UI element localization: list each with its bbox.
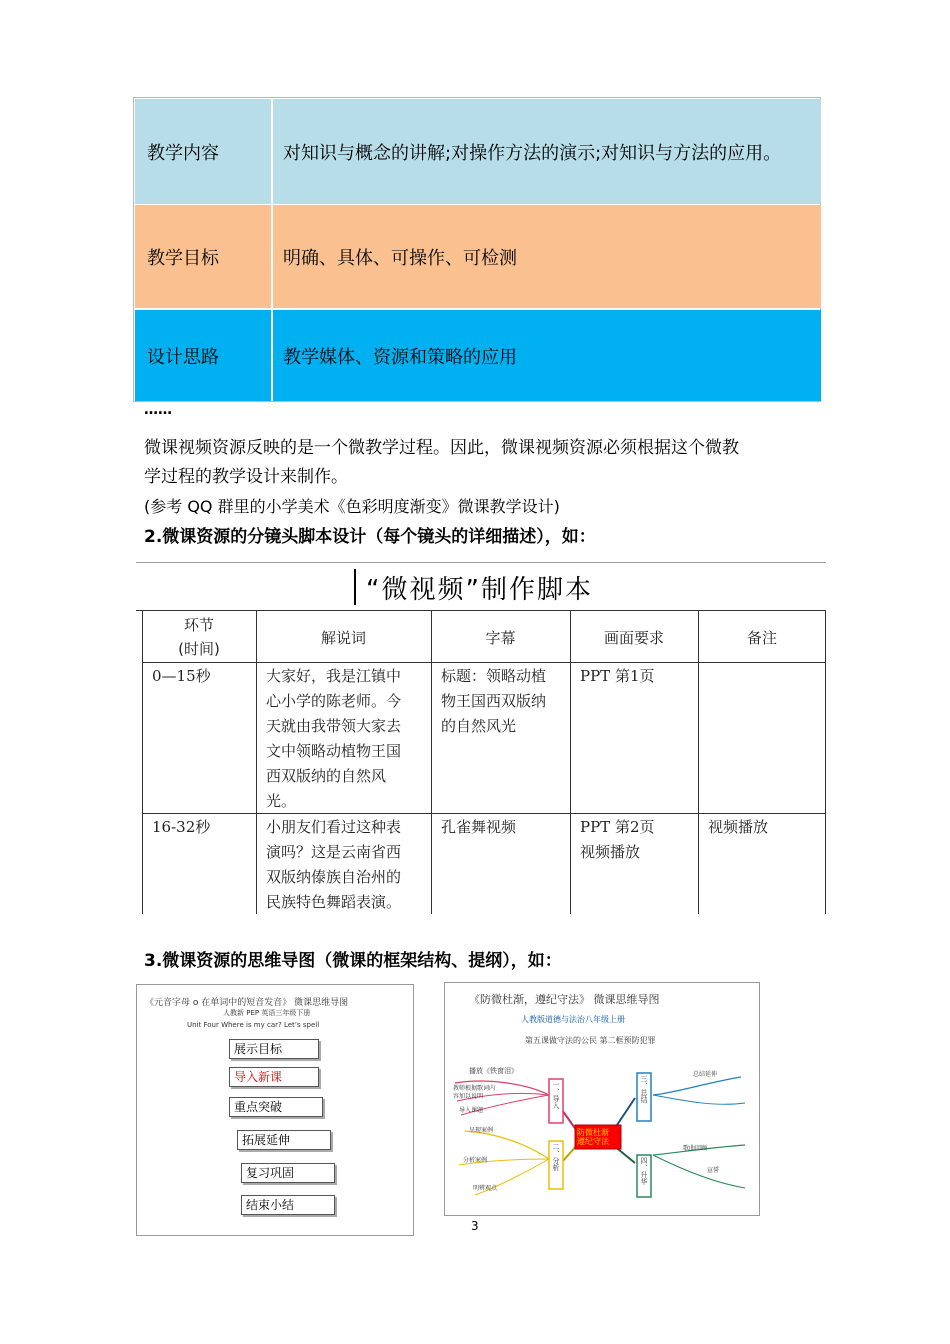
- grid-line: [142, 662, 826, 663]
- time-cell: 16-32秒: [152, 818, 211, 836]
- flow-step: 结束小结: [241, 1195, 335, 1215]
- section-heading: 3.微课资源的思维导图（微课的框架结构、提纲），如：: [144, 951, 562, 971]
- flow-step: 重点突破: [229, 1097, 323, 1117]
- screen-line: PPT 第2页: [580, 818, 655, 836]
- table-row: [135, 205, 821, 308]
- leaf-label: 播放《铁窗泪》: [469, 1067, 518, 1075]
- caption-cell: 孔雀舞视频: [441, 818, 517, 836]
- screen-cell: PPT 第1页: [580, 667, 655, 685]
- grid-line: [136, 610, 826, 611]
- table-row: [135, 99, 821, 204]
- mindmap-unit: Unit Four Where is my car? Let’s spell: [187, 1021, 320, 1029]
- leaf-label: 总结延伸: [693, 1071, 718, 1078]
- branch-label: 三、总结: [640, 1075, 648, 1103]
- narration-line: 天就由我带领大家去: [266, 717, 402, 735]
- leaf-label: 分析案例: [463, 1157, 488, 1164]
- center-line: 遵纪守法: [577, 1137, 609, 1146]
- grid-line: [825, 610, 826, 914]
- header-cell: 画面要求: [603, 629, 664, 647]
- paragraph-line: 微课视频资源反映的是一个微教学过程。因此，微课视频资源必须根据这个微教: [144, 438, 739, 458]
- time-cell: 0—15秒: [152, 667, 211, 685]
- narration-line: 双版纳傣族自治州的: [266, 868, 402, 886]
- mindmap-subtitle: 人教版道德与法治八年级上册: [521, 1015, 625, 1024]
- flow-step: 展示目标: [229, 1039, 319, 1059]
- screen-cell: [580, 815, 655, 865]
- flow-step: 拓展延伸: [237, 1130, 331, 1150]
- leaf-label: 教师根据歌词内: [453, 1085, 496, 1092]
- narration-line: 西双版纳的自然风: [266, 767, 387, 785]
- paragraph-line: 学过程的教学设计来制作。: [144, 467, 348, 487]
- branch-label: 二、分析: [552, 1143, 560, 1171]
- narration-line: 演吗？这是云南省西: [266, 843, 402, 861]
- leaf-label: 呈现案例: [469, 1127, 494, 1134]
- grid-line: [142, 813, 826, 814]
- narration-line: 光。: [266, 792, 297, 810]
- page-number: 3: [471, 1219, 479, 1233]
- screen-line: 视频播放: [580, 843, 641, 861]
- narration-cell: [266, 815, 401, 915]
- leaf-label: 明辨观点: [473, 1185, 498, 1192]
- mindmap-image-2: [444, 982, 760, 1216]
- note-cell: 视频播放: [708, 818, 769, 836]
- mindmap-lesson: 第五课做守法的公民 第二框预防犯罪: [525, 1036, 656, 1045]
- script-title-bar: [136, 562, 826, 611]
- branch-label: 四、升华: [640, 1157, 648, 1185]
- header-cell: 解说词: [320, 629, 366, 647]
- mindmap-subtitle: 人教新 PEP 英语三年级下册: [223, 1009, 311, 1017]
- leaf-label: 宣誓: [707, 1167, 720, 1174]
- leaf-label: 导入课题: [459, 1107, 484, 1114]
- header-cell: 备注: [746, 629, 777, 647]
- row-label: 设计思路: [135, 310, 273, 401]
- header-cell: 环节: [183, 616, 214, 634]
- caption-line: 物王国西双版纳: [441, 692, 547, 710]
- branch-label: 一、导入: [552, 1081, 560, 1109]
- mindmap-branches: [445, 983, 761, 1217]
- header-cell: 字幕: [485, 629, 516, 647]
- header-cell: (时间): [178, 640, 220, 658]
- center-line: 防微杜渐: [577, 1128, 609, 1137]
- grid-line: [698, 610, 699, 914]
- row-value: 明确、具体、可操作、可检测: [283, 247, 517, 269]
- narration-line: 民族特色舞蹈表演。: [266, 893, 402, 911]
- row-label: 教学内容: [135, 99, 273, 204]
- info-table: [133, 97, 821, 402]
- row-value: 教学媒体、资源和策略的应用: [283, 346, 517, 368]
- title-divider: [354, 569, 356, 605]
- grid-line: [431, 610, 432, 914]
- reference-note: (参考 QQ 群里的小学美术《色彩明度渐变》微课教学设计): [144, 497, 560, 516]
- center-node: [577, 1128, 609, 1146]
- row-label: 教学目标: [135, 205, 273, 308]
- narration-line: 心小学的陈老师。今: [266, 692, 402, 710]
- narration-line: 文中领略动植物王国: [266, 742, 402, 760]
- flow-step: 导入新课: [229, 1067, 319, 1087]
- leaf-label: 歌曲回顾: [683, 1145, 708, 1152]
- script-table-image: [136, 562, 826, 914]
- mindmap-image-1: [136, 984, 414, 1236]
- caption-cell: [441, 664, 546, 739]
- narration-line: 大家好，我是江镇中: [266, 667, 402, 685]
- script-title: “微视频”制作脚本: [366, 575, 593, 605]
- flow-step: 复习巩固: [241, 1163, 335, 1183]
- mindmap-title: 《防微杜渐，遵纪守法》 微课思维导图: [469, 993, 660, 1006]
- leaf-label: 容加以说明: [453, 1093, 484, 1100]
- section-heading: 2.微课资源的分镜头脚本设计（每个镜头的详细描述），如：: [144, 527, 596, 547]
- grid-line: [570, 610, 571, 914]
- grid-line: [256, 610, 257, 914]
- narration-line: 小朋友们看过这种表: [266, 818, 402, 836]
- narration-cell: [266, 664, 401, 814]
- ellipsis: ……: [144, 402, 172, 418]
- mindmap-title: 《元音字母 o 在单词中的短音发音》 微课思维导图: [145, 998, 349, 1008]
- table-row: [135, 310, 821, 401]
- row-value: 对知识与概念的讲解;对操作方法的演示;对知识与方法的应用。: [283, 142, 782, 164]
- caption-line: 的自然风光: [441, 717, 517, 735]
- caption-line: 标题：领略动植: [441, 667, 547, 685]
